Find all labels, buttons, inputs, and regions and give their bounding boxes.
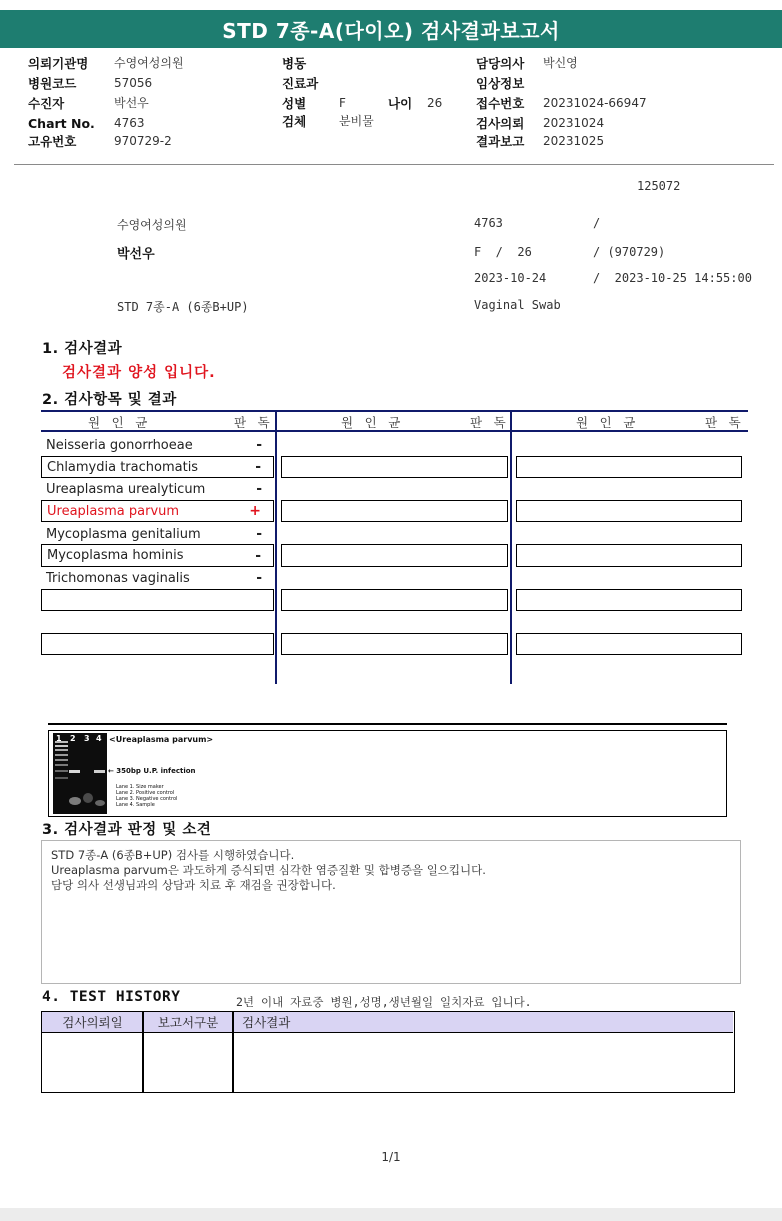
section4-title: 4. TEST HISTORY xyxy=(42,989,181,1005)
opinion-line: Ureaplasma parvum은 과도하게 증식되면 심각한 염증질환 및 합병증을 일으킵니다. xyxy=(51,863,486,877)
result-row xyxy=(41,567,274,589)
pathogen-name: Mycoplasma hominis xyxy=(47,548,184,563)
gel-image xyxy=(53,733,107,814)
empty-row xyxy=(516,500,742,522)
empty-row xyxy=(516,589,742,611)
history-col-divider xyxy=(142,1012,144,1092)
empty-row xyxy=(281,589,508,611)
table-column-divider-2 xyxy=(510,410,512,684)
info-birth: / (970729) xyxy=(593,245,666,259)
gel-bands xyxy=(53,733,107,814)
opinion-line: STD 7종-A (6종B+UP) 검사를 시행하였습니다. xyxy=(51,848,295,862)
section1-title: 1. 검사결과 xyxy=(42,341,123,357)
header-value-doctor: 박신영 xyxy=(543,56,578,70)
pathogen-name: Chlamydia trachomatis xyxy=(47,459,199,475)
header-value-hospital-code: 57056 xyxy=(114,76,153,90)
header-value-report-date: 20231025 xyxy=(543,134,605,148)
report-code: 125072 xyxy=(637,179,681,193)
opinion-box xyxy=(41,840,741,984)
col-header-result-2: 판 독 xyxy=(470,415,508,430)
history-note: 2년 이내 자료중 병원,성명,생년월일 일치자료 입니다. xyxy=(236,995,532,1009)
history-col-request-date: 검사의뢰일 xyxy=(42,1012,143,1033)
table-column-divider-1 xyxy=(275,410,277,684)
gel-lane-3: 3 xyxy=(84,734,90,743)
header-value-request-date: 20231024 xyxy=(543,116,605,130)
section2-title: 2. 검사항목 및 결과 xyxy=(42,392,177,408)
col-header-pathogen-1: 원 인 균 xyxy=(88,415,150,430)
gel-lane-2: 2 xyxy=(70,734,76,743)
section3-title: 3. 검사결과 판정 및 소견 xyxy=(42,822,212,838)
header-label-specimen: 검체 xyxy=(282,114,307,129)
gel-legend-3: Lane 3. Negative control xyxy=(116,796,178,802)
header-label-chart-no: Chart No. xyxy=(28,116,95,131)
header-label-department: 진료과 xyxy=(282,76,319,91)
page-bottom-band xyxy=(0,1208,782,1221)
pathogen-result: - xyxy=(255,547,261,564)
result-row xyxy=(41,434,274,456)
gel-legend-4: Lane 4. Sample xyxy=(116,802,155,808)
header-label-institution: 의뢰기관명 xyxy=(28,56,89,71)
header-label-age: 나이 xyxy=(388,96,413,111)
gel-band-label: ← 350bp U.P. infection xyxy=(108,767,196,775)
result-row xyxy=(41,544,274,567)
pathogen-name: Trichomonas vaginalis xyxy=(46,570,190,586)
empty-row xyxy=(41,633,274,655)
empty-row xyxy=(41,589,274,611)
history-table xyxy=(41,1011,735,1093)
header-label-ward: 병동 xyxy=(282,56,307,71)
header-value-receipt-no: 20231024-66947 xyxy=(543,96,647,110)
header-value-institution: 수영여성의원 xyxy=(114,56,184,70)
history-col-report-type: 보고서구분 xyxy=(143,1012,233,1033)
pathogen-name: Neisseria gonorrhoeae xyxy=(46,437,193,453)
gel-lane-1: 1 xyxy=(56,734,62,743)
result-summary: 검사결과 양성 입니다. xyxy=(62,365,216,381)
result-row xyxy=(41,456,274,478)
empty-row xyxy=(516,456,742,478)
pathogen-name: Ureaplasma urealyticum xyxy=(46,481,206,497)
page-number: 1/1 xyxy=(381,1150,401,1164)
col-header-result-3: 판 독 xyxy=(705,415,743,430)
header-divider xyxy=(14,164,774,165)
header-label-receipt-no: 접수번호 xyxy=(476,96,525,111)
pathogen-name: Ureaplasma parvum xyxy=(47,503,180,519)
info-test-name: STD 7종-A (6종B+UP) xyxy=(117,300,249,314)
empty-row xyxy=(281,456,508,478)
gel-title: <Ureaplasma parvum> xyxy=(109,735,214,744)
header-value-sex: F xyxy=(339,96,346,110)
pathogen-result: - xyxy=(256,481,262,497)
empty-row xyxy=(516,544,742,567)
header-label-patient: 수진자 xyxy=(28,96,65,111)
opinion-line: 담당 의사 선생님과의 상담과 치료 후 재검을 권장합니다. xyxy=(51,878,336,892)
pathogen-name: Mycoplasma genitalium xyxy=(46,526,201,542)
info-clinic: 수영여성의원 xyxy=(117,218,187,232)
header-value-age: 26 xyxy=(427,96,443,110)
result-row-positive xyxy=(41,500,274,522)
gel-lane-4: 4 xyxy=(96,734,102,743)
history-col-result: 검사결과 xyxy=(233,1012,733,1033)
gel-legend-2: Lane 2. Positive control xyxy=(116,790,175,796)
header-label-hospital-code: 병원코드 xyxy=(28,76,77,91)
col-header-pathogen-3: 원 인 균 xyxy=(576,415,638,430)
header-value-unique-no: 970729-2 xyxy=(114,134,172,148)
info-sex-age: F / 26 xyxy=(474,245,532,259)
header-label-unique-no: 고유번호 xyxy=(28,134,77,149)
report-title: STD 7종-A(다이오) 검사결과보고서 xyxy=(0,10,782,48)
empty-row xyxy=(281,544,508,567)
header-value-specimen: 분비물 xyxy=(339,114,374,128)
header-label-request-date: 검사의뢰 xyxy=(476,116,525,131)
pathogen-result: + xyxy=(249,503,261,519)
history-col-divider xyxy=(232,1012,234,1092)
info-specimen: Vaginal Swab xyxy=(474,298,561,312)
info-patient: 박선우 xyxy=(117,247,155,262)
table-top-rule xyxy=(41,410,748,412)
header-label-report-date: 결과보고 xyxy=(476,134,525,149)
empty-row xyxy=(516,633,742,655)
pathogen-result: - xyxy=(256,526,262,542)
info-report-datetime: / 2023-10-25 14:55:00 xyxy=(593,271,752,285)
info-slash: / xyxy=(593,216,601,230)
pathogen-result: - xyxy=(255,459,261,475)
pathogen-result: - xyxy=(256,570,262,586)
header-label-clinical-info: 임상정보 xyxy=(476,76,525,91)
info-chart: 4763 xyxy=(474,216,503,230)
col-header-result-1: 판 독 xyxy=(234,415,272,430)
result-row xyxy=(41,523,274,545)
header-label-sex: 성별 xyxy=(282,96,307,111)
header-value-chart-no: 4763 xyxy=(114,116,145,130)
result-row xyxy=(41,478,274,500)
report-header xyxy=(0,54,782,154)
empty-row xyxy=(281,633,508,655)
gel-legend-1: Lane 1. Size maker xyxy=(116,784,164,790)
empty-row xyxy=(281,500,508,522)
header-label-doctor: 담당의사 xyxy=(476,56,525,71)
gel-top-rule xyxy=(48,723,727,725)
header-value-patient: 박선우 xyxy=(114,96,149,110)
info-receipt-date: 2023-10-24 xyxy=(474,271,547,285)
pathogen-result: - xyxy=(256,437,262,453)
col-header-pathogen-2: 원 인 균 xyxy=(341,415,403,430)
